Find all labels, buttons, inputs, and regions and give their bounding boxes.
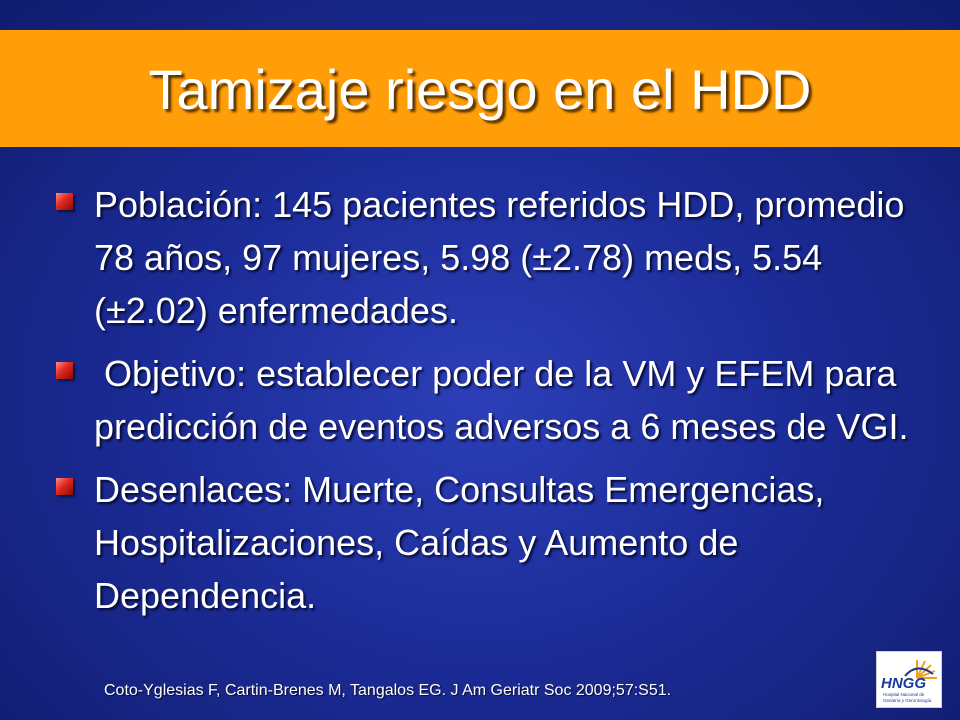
svg-text:Geriatría y Gerontología: Geriatría y Gerontología xyxy=(883,698,932,703)
bullet-item xyxy=(56,463,936,622)
bullet-item xyxy=(56,178,936,337)
hospital-logo xyxy=(876,651,942,708)
bullet-text: Población: 145 pacientes referidos HDD, promedio 78 años, 97 mujeres, 5.98 (±2.78) meds, 5.54 (±2.02) enfermedades. xyxy=(94,184,905,331)
bullet-item xyxy=(56,347,936,453)
bullet-list xyxy=(56,178,936,632)
hngg-logo-icon xyxy=(877,652,941,707)
slide-title: Tamizaje riesgo en el HDD xyxy=(148,58,812,121)
svg-text:HNGG: HNGG xyxy=(881,675,926,692)
citation: Coto-Yglesias F, Cartin-Brenes M, Tangalos EG. J Am Geriatr Soc 2009;57:S51. xyxy=(104,682,672,699)
square-bullet-icon xyxy=(56,362,73,379)
svg-text:Hospital Nacional de: Hospital Nacional de xyxy=(883,692,925,697)
bullet-text: Desenlaces: Muerte, Consultas Emergencias, Hospitalizaciones, Caídas y Aumento de Dependencia. xyxy=(94,469,825,616)
bullet-text: Objetivo: establecer poder de la VM y EFEM para predicción de eventos adversos a 6 meses de VGI. xyxy=(94,353,909,447)
square-bullet-icon xyxy=(56,478,73,495)
square-bullet-icon xyxy=(56,193,73,210)
